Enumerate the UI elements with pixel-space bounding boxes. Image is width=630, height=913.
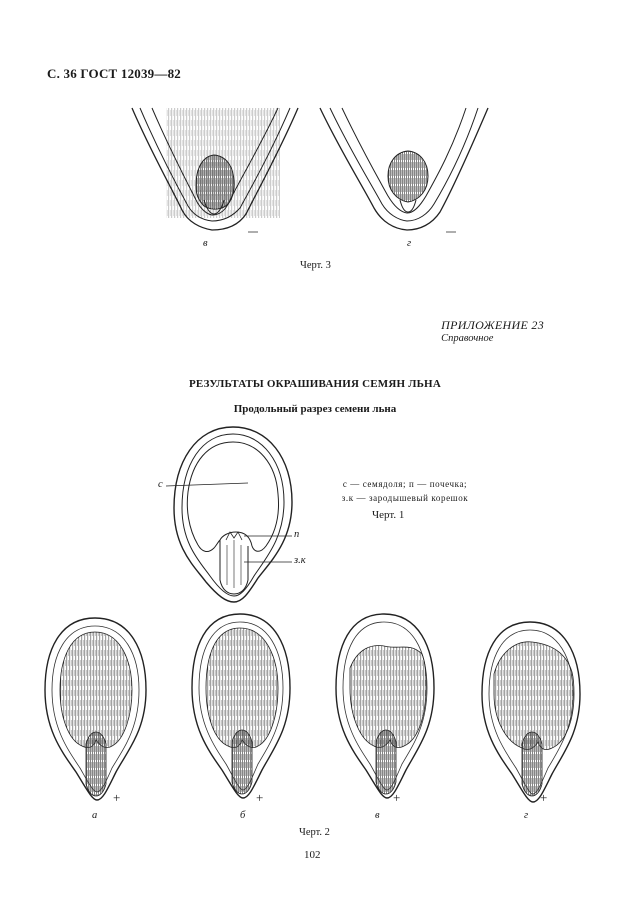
- fig2-seed-g-drawing: [482, 622, 580, 802]
- page-header: С. 36 ГОСТ 12039—82: [47, 66, 181, 81]
- fig3-panel-g-label: г: [407, 238, 412, 249]
- legend-line-1: с — семядоля; п — почечка;: [342, 479, 468, 489]
- fig2-label-v: в: [375, 810, 380, 821]
- fig2-mark-v: +: [393, 790, 401, 805]
- fig2-label-g: г: [524, 810, 529, 821]
- fig2-label-b: б: [240, 810, 246, 821]
- fig2-mark-b: +: [256, 790, 264, 805]
- callout-p: п: [294, 529, 300, 540]
- appendix-heading: [441, 318, 544, 344]
- fig2-seed-v-drawing: [336, 614, 434, 798]
- fig3-caption: Черт. 3: [300, 260, 331, 271]
- fig2-seed-b-drawing: [192, 614, 290, 798]
- callout-zk: з.к: [294, 555, 306, 566]
- section-subtitle: Продольный разрез семени льна: [233, 403, 397, 415]
- fig2-mark-a: +: [113, 790, 121, 805]
- fig2-mark-g: +: [540, 790, 548, 805]
- section-title: РЕЗУЛЬТАТЫ ОКРАШИВАНИЯ СЕМЯН ЛЬНА: [189, 378, 441, 390]
- fig3-panel-v-label: в: [203, 238, 208, 249]
- fig2-seed-a-drawing: [45, 618, 146, 800]
- fig3-panel-v-drawing: [132, 108, 298, 230]
- fig1-seed-section: [174, 427, 292, 602]
- callout-s: с: [158, 479, 163, 490]
- fig1-caption: Черт. 1: [372, 509, 405, 521]
- leader-line-s: [166, 483, 248, 486]
- fig2-caption: Черт. 2: [299, 827, 330, 838]
- fig3-panel-g-drawing: [320, 108, 488, 230]
- legend-line-2: з.к — зародышевый корешок: [341, 493, 469, 503]
- fig2-label-a: а: [92, 810, 98, 821]
- appendix-subtitle: Справочное: [441, 333, 494, 344]
- appendix-title: ПРИЛОЖЕНИЕ 23: [441, 318, 544, 332]
- fig1-legend: [320, 477, 490, 505]
- page-number: 102: [304, 849, 321, 861]
